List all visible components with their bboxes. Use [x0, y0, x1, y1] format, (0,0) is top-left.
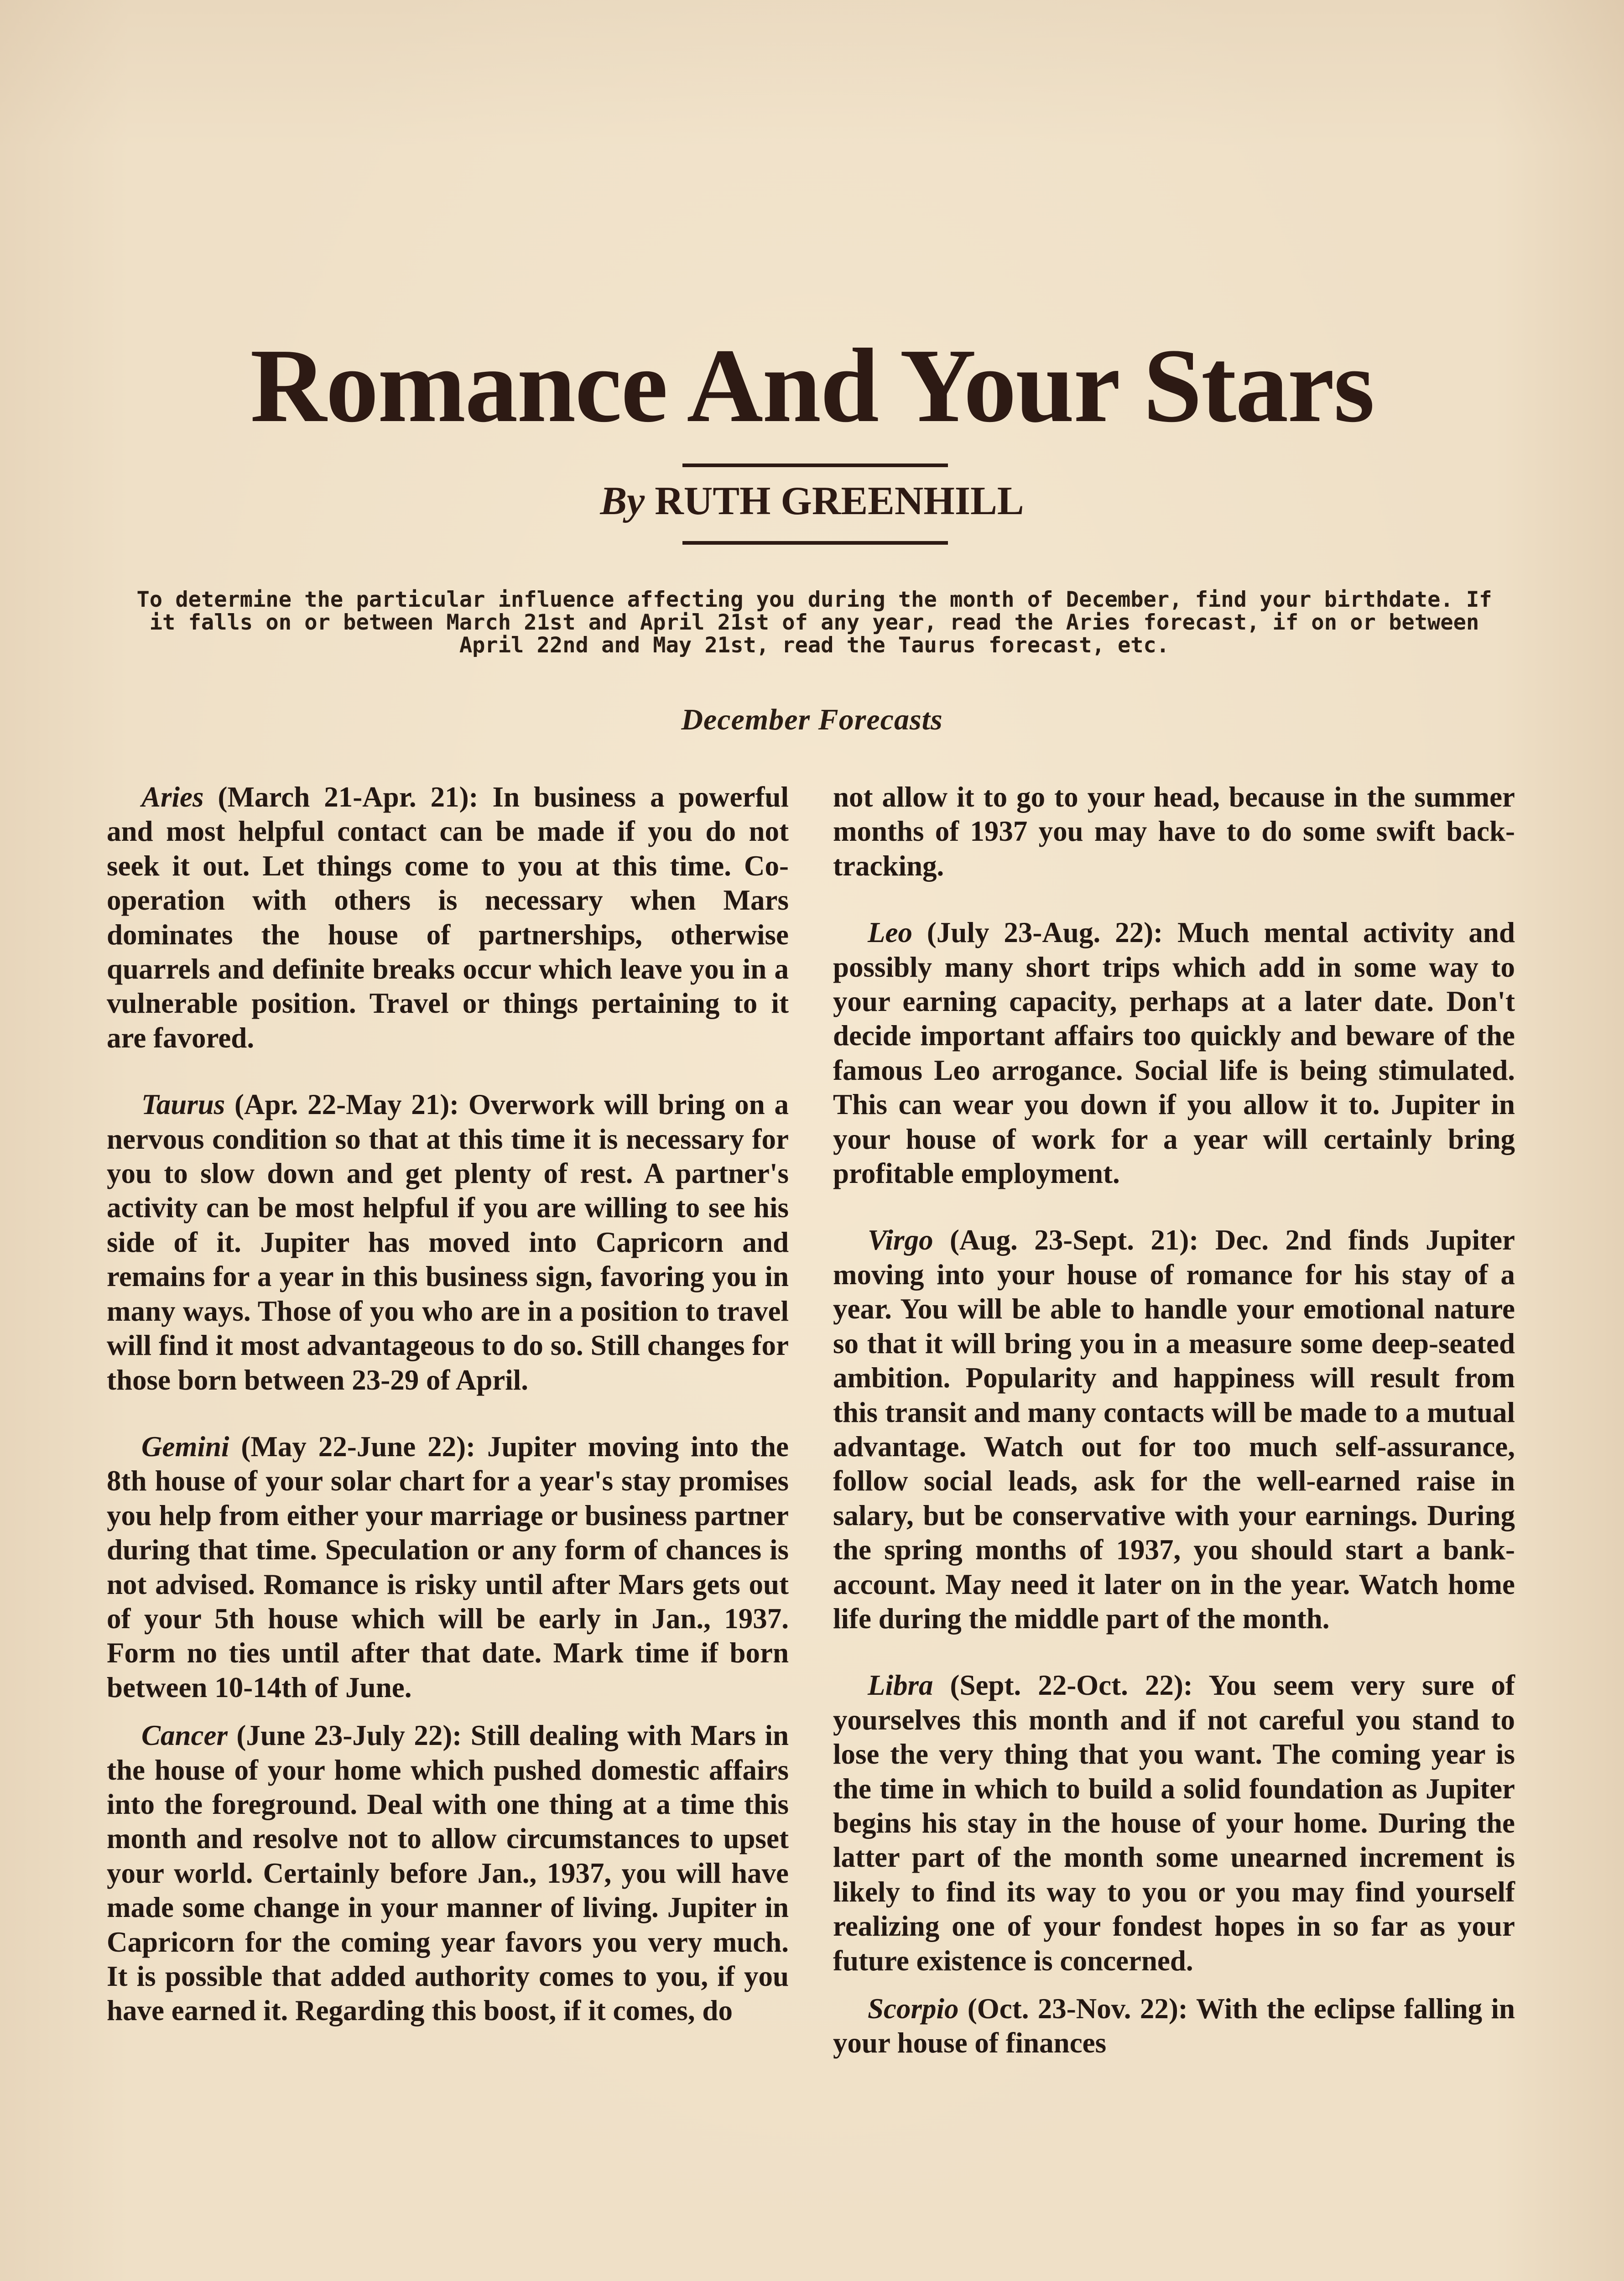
- sign-dates: (Sept. 22-Oct. 22):: [933, 1669, 1209, 1702]
- right-column: [833, 780, 1515, 2093]
- forecast-text: Still dealing with Mars in the house of your home which pushed domestic affairs into the foreground. Deal with one thing at a time this month and resolve not to allow circumstances to upset your world. Certainly before Jan., 1937, you will have made some change in your manner of living. Jupiter in Capricorn for the coming year favors you very much. It is possible that added authority comes to you, if you have earned it. Regarding this boost, if it comes, do: [107, 1719, 789, 2027]
- sign-name: Aries: [141, 781, 204, 813]
- sign-name: Gemini: [141, 1430, 229, 1463]
- forecast-text: In business a powerful and most helpful contact can be made if you do not seek it out. Let things come to you at this time. Co-operation with others is necessary when Mars dominates the house of partnerships, otherwise quarrels and definite breaks occur which leave you in a vulnerable position. Travel or things pertaining to it are favored.: [107, 781, 789, 1054]
- byline-prefix: By: [600, 479, 645, 523]
- byline-author: RUTH GREENHILL: [655, 479, 1024, 523]
- forecast-aries: [107, 780, 789, 1055]
- left-column: [107, 780, 789, 2061]
- forecast-text: Jupiter moving into the 8th house of your solar chart for a year's stay promises you help from either your marriage or business partner during that time. Speculation or any form of chances is not advised. Romance is risky until after Mars gets out of your 5th house which will be early in Jan., 1937. Form no ties until after that date. Mark time if born between 10-14th of June.: [107, 1430, 789, 1703]
- forecast-cancer-continued: not allow it to go to your head, because in the summer months of 1937 you may have to do some swift back-tracking.: [833, 781, 1515, 882]
- forecast-text: Much mental activity and possibly many short trips which add in some way to your earning capacity, perhaps at a later date. Don't decide important affairs too quickly and beware of the famous Leo arrogance. Social life is being stimulated. This can wear you down if you allow it to. Jupiter in your house of work for a year will certainly bring profitable employment.: [833, 917, 1515, 1190]
- sign-dates: (Oct. 23-Nov. 22):: [958, 1993, 1196, 2025]
- byline: [0, 477, 1624, 526]
- sign-name: Scorpio: [868, 1993, 959, 2025]
- forecast-cancer: [107, 1719, 789, 2028]
- forecast-taurus: [107, 1088, 789, 1397]
- sign-dates: (June 23-July 22):: [228, 1719, 471, 1752]
- forecast-libra: [833, 1668, 1515, 1978]
- forecast-text: With the eclipse falling in your house of finances: [833, 1993, 1515, 2059]
- forecast-scorpio: [833, 1992, 1515, 2061]
- forecast-gemini: [107, 1430, 789, 1705]
- title-rule-top: [682, 463, 948, 467]
- forecast-text: Overwork will bring on a nervous condition so that at this time it is necessary for you to slow down and get plenty of rest. A partner's activity can be most helpful if you are willing to see his side of it. Jupiter has moved into Capricorn and remains for a year in this business sign, favoring you in many ways. Those of you who are in a position to travel will find it most advantageous to do so. Still changes for those born between 23-29 of April.: [107, 1088, 789, 1396]
- sign-dates: (July 23-Aug. 22):: [912, 917, 1178, 949]
- forecast-leo: [833, 916, 1515, 1191]
- sign-dates: (Aug. 23-Sept. 21):: [933, 1224, 1215, 1256]
- forecast-virgo: [833, 1223, 1515, 1636]
- forecast-text: You seem very sure of yourselves this month and if not careful you stand to lose the very thing that you want. The coming year is the time in which to build a solid foundation as Jupiter begins his stay in the house of your home. During the latter part of the month some unearned increment is likely to find its way to you or you may find yourself realizing one of your fondest hopes in so far as your future existence is concerned.: [833, 1669, 1515, 1977]
- sign-name: Libra: [868, 1669, 933, 1702]
- sign-dates: (March 21-Apr. 21):: [203, 781, 493, 813]
- forecast-text: Dec. 2nd finds Jupiter moving into your house of romance for his stay of a year. You will be able to handle your emotional nature so that it will bring you in a measure some deep-seated ambition. Popularity and happiness will result from this transit and many contacts will be made to a mutual advantage. Watch out for too much self-assurance, follow social leads, ask for the well-earned raise in salary, but be conservative with your earnings. During the spring months of 1937, you should start a bank-account. May need it later on in the year. Watch home life during the middle part of the month.: [833, 1224, 1515, 1635]
- title-rule-bottom: [682, 541, 948, 545]
- section-heading: December Forecasts: [681, 703, 943, 736]
- sign-dates: (May 22-June 22):: [229, 1430, 487, 1463]
- sign-name: Virgo: [868, 1224, 933, 1256]
- sign-dates: (Apr. 22-May 21):: [225, 1088, 468, 1121]
- article-title: Romance And Your Stars: [250, 327, 1374, 444]
- sign-name: Leo: [868, 917, 912, 949]
- sign-name: Cancer: [141, 1719, 228, 1752]
- intro-paragraph: To determine the particular influence affecting you during the month of December, find your birthdate. If it falls on or between March 21st and April 21st of any year, read the Aries forecast, if on or between April 22nd and May 21st, read the Taurus forecast, etc.: [136, 587, 1492, 658]
- sign-name: Taurus: [141, 1088, 225, 1121]
